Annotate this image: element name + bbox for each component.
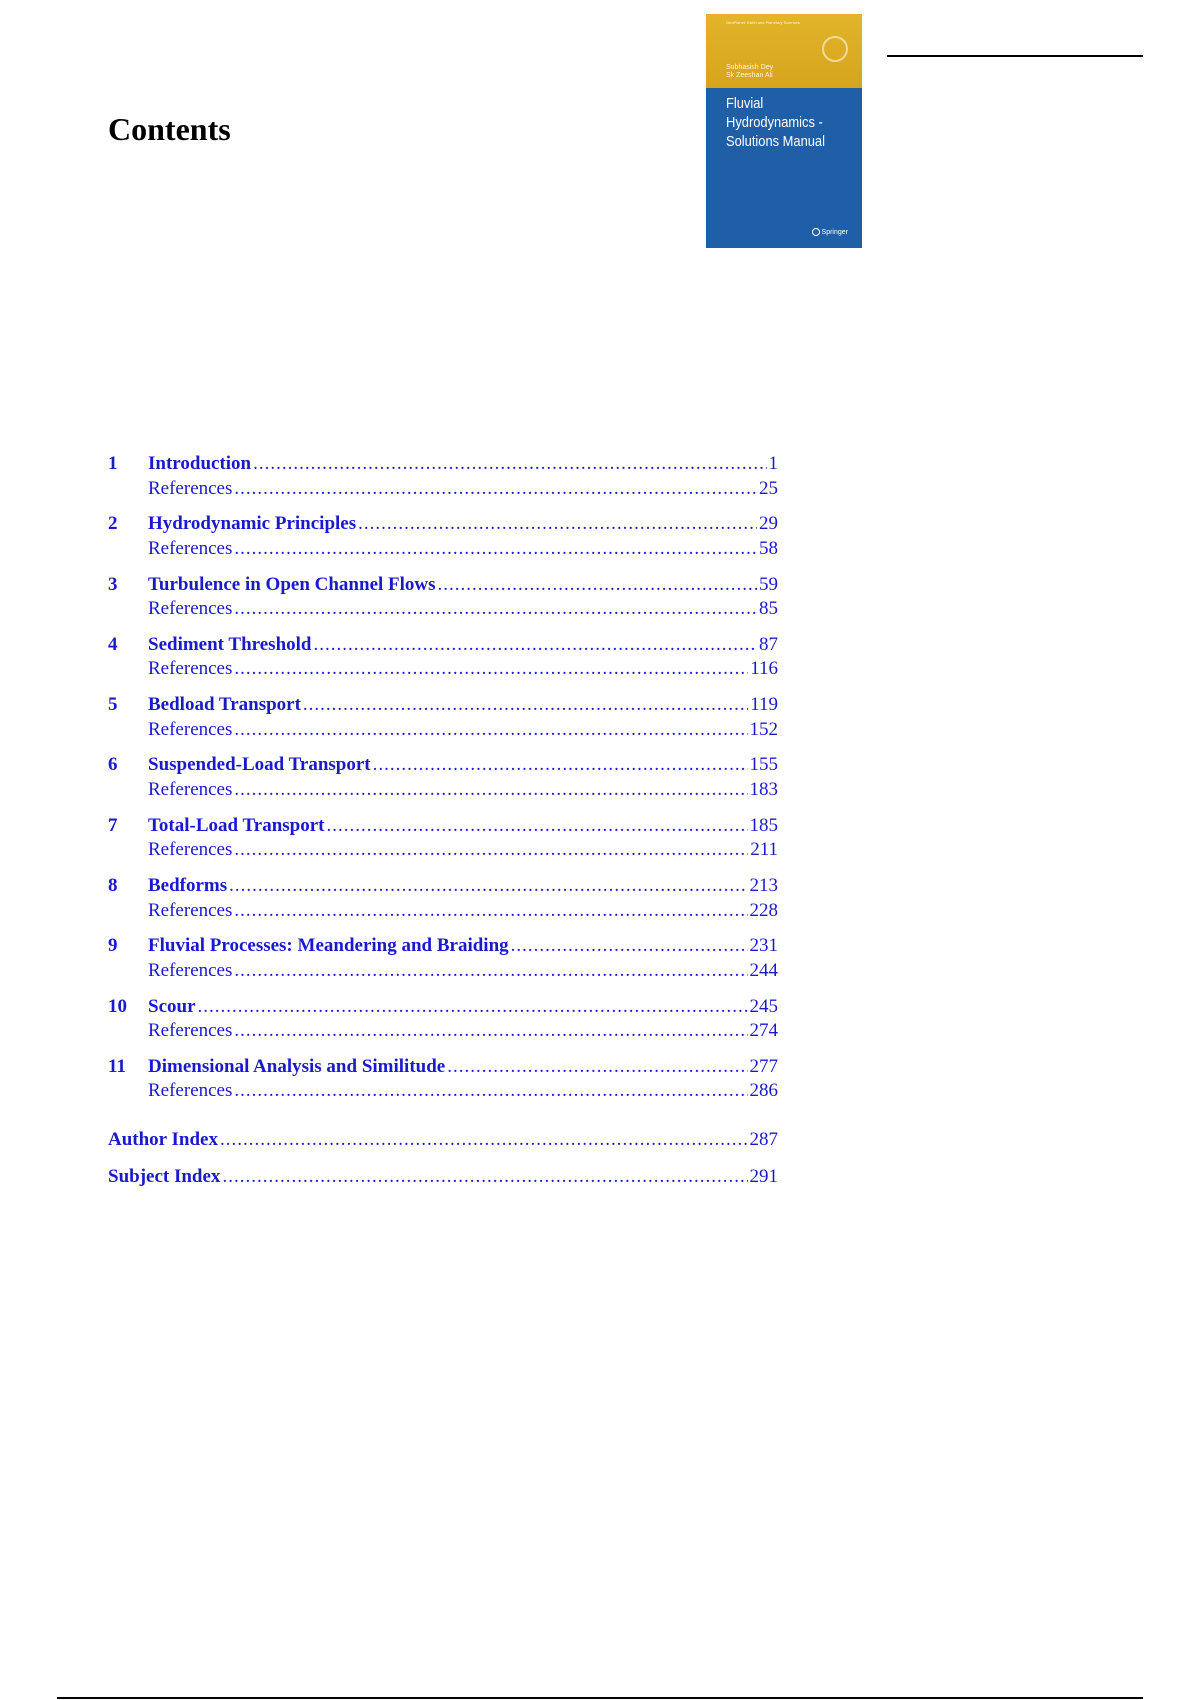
chapter-link[interactable]	[108, 693, 778, 718]
references-link[interactable]	[108, 597, 778, 622]
cover-title-line: Fluvial	[726, 95, 764, 112]
leader-dots	[229, 874, 747, 899]
toc-chapter	[108, 633, 778, 693]
toc-chapter	[108, 934, 778, 994]
references-label: References	[148, 1080, 233, 1102]
chapter-link[interactable]	[108, 874, 778, 899]
chapter-title: Sediment Threshold	[148, 633, 312, 655]
references-page: 85	[759, 598, 778, 620]
author-index-page: 287	[749, 1129, 778, 1150]
chapter-page: 59	[759, 573, 778, 595]
chapter-page: 1	[768, 453, 778, 474]
leader-dots	[220, 1128, 748, 1153]
leader-dots	[198, 995, 748, 1020]
references-label: References	[148, 658, 233, 680]
subject-index-link[interactable]	[108, 1165, 778, 1190]
toc-chapter	[108, 1055, 778, 1115]
leader-dots	[303, 693, 748, 718]
chapter-number: 2	[108, 513, 118, 535]
author-index-title: Author Index	[108, 1129, 218, 1150]
references-page: 25	[759, 477, 778, 499]
toc-chapter	[108, 814, 778, 874]
leader-dots	[234, 778, 747, 803]
references-label: References	[148, 598, 233, 620]
toc-chapter	[108, 995, 778, 1055]
cover-publisher	[812, 228, 848, 236]
references-label: References	[148, 899, 233, 921]
chapter-title: Total-Load Transport	[148, 814, 325, 836]
cover-decoration-icon	[822, 36, 848, 62]
references-link[interactable]	[108, 537, 778, 562]
chapter-title: Turbulence in Open Channel Flows	[148, 573, 436, 595]
cover-series: GeoPlanet: Earth and Planetary Sciences	[726, 20, 800, 25]
cover-authors	[726, 64, 773, 80]
chapter-title: Introduction	[148, 453, 252, 474]
leader-dots	[234, 1019, 747, 1044]
leader-dots	[313, 633, 757, 658]
references-page: 274	[749, 1020, 778, 1042]
chapter-link[interactable]	[108, 995, 778, 1020]
cover-author: Subhasish Dey	[726, 64, 774, 71]
chapter-title: Scour	[148, 995, 196, 1017]
references-page: 58	[759, 537, 778, 559]
chapter-link[interactable]	[108, 512, 778, 537]
chapter-page: 231	[749, 935, 778, 957]
chapter-link[interactable]	[108, 934, 778, 959]
leader-dots	[447, 1055, 747, 1080]
chapter-number: 4	[108, 633, 118, 655]
chapter-title: Bedforms	[148, 875, 228, 897]
chapter-link[interactable]	[108, 452, 778, 477]
leader-dots	[234, 899, 747, 924]
references-link[interactable]	[108, 477, 778, 502]
references-link[interactable]	[108, 899, 778, 924]
leader-dots	[234, 597, 757, 622]
leader-dots	[253, 452, 766, 477]
toc-subject-index	[108, 1165, 778, 1190]
chapter-number: 8	[108, 875, 118, 897]
references-page: 116	[750, 658, 778, 680]
references-link[interactable]	[108, 1079, 778, 1104]
leader-dots	[222, 1165, 747, 1190]
leader-dots	[438, 573, 757, 598]
header-rule	[887, 55, 1143, 57]
leader-dots	[234, 657, 748, 682]
cover-title	[726, 94, 838, 151]
chapter-number: 9	[108, 935, 118, 957]
leader-dots	[327, 814, 748, 839]
chapter-page: 155	[749, 754, 778, 776]
references-label: References	[148, 959, 233, 981]
chapter-page: 185	[749, 814, 778, 836]
toc-chapter	[108, 573, 778, 633]
references-page: 152	[749, 718, 778, 740]
chapter-number: 5	[108, 694, 118, 716]
references-page: 211	[750, 839, 778, 861]
subject-index-page: 291	[749, 1166, 778, 1187]
chapter-page: 87	[759, 633, 778, 655]
toc-chapter	[108, 753, 778, 813]
chapter-title: Dimensional Analysis and Similitude	[148, 1055, 446, 1077]
toc-chapter	[108, 693, 778, 753]
toc-chapter	[108, 874, 778, 934]
references-link[interactable]	[108, 838, 778, 863]
leader-dots	[234, 959, 747, 984]
toc-chapter	[108, 512, 778, 572]
chapter-link[interactable]	[108, 573, 778, 598]
references-link[interactable]	[108, 1019, 778, 1044]
cover-title-line: Hydrodynamics -	[726, 114, 823, 131]
chapter-page: 245	[749, 995, 778, 1017]
references-page: 228	[749, 899, 778, 921]
table-of-contents	[108, 452, 778, 1115]
chapter-page: 213	[749, 875, 778, 897]
chapter-link[interactable]	[108, 814, 778, 839]
subject-index-title: Subject Index	[108, 1166, 221, 1187]
chapter-page: 29	[759, 513, 778, 535]
references-label: References	[148, 537, 233, 559]
chapter-title: Hydrodynamic Principles	[148, 513, 357, 535]
references-link[interactable]	[108, 778, 778, 803]
toc-chapter	[108, 452, 778, 512]
leader-dots	[511, 934, 748, 959]
author-index-link[interactable]	[108, 1128, 778, 1153]
leader-dots	[234, 838, 748, 863]
chapter-link[interactable]	[108, 633, 778, 658]
references-label: References	[148, 718, 233, 740]
references-label: References	[148, 778, 233, 800]
references-link[interactable]	[108, 959, 778, 984]
chapter-number: 3	[108, 573, 118, 595]
references-label: References	[148, 1020, 233, 1042]
cover-author: Sk Zeeshan Ali	[726, 72, 773, 79]
leader-dots	[234, 1079, 747, 1104]
toc-author-index	[108, 1128, 778, 1153]
cover-title-line: Solutions Manual	[726, 133, 825, 150]
references-page: 183	[749, 778, 778, 800]
chapter-link[interactable]	[108, 1055, 778, 1080]
chapter-title: Suspended-Load Transport	[148, 754, 371, 776]
chapter-number: 10	[108, 995, 127, 1017]
references-page: 244	[749, 959, 778, 981]
chapter-number: 7	[108, 814, 118, 836]
chapter-page: 277	[749, 1055, 778, 1077]
chapter-link[interactable]	[108, 753, 778, 778]
leader-dots	[234, 477, 757, 502]
chapter-title: Fluvial Processes: Meandering and Braiding	[148, 935, 509, 957]
references-page: 286	[749, 1080, 778, 1102]
chapter-number: 6	[108, 754, 118, 776]
chapter-number: 11	[108, 1055, 126, 1077]
cover-publisher-name: Springer	[821, 228, 848, 236]
references-link[interactable]	[108, 718, 778, 743]
leader-dots	[234, 537, 757, 562]
references-link[interactable]	[108, 657, 778, 682]
references-label: References	[148, 477, 233, 499]
springer-logo-icon	[812, 228, 820, 236]
footer-rule	[57, 1697, 1143, 1699]
leader-dots	[358, 512, 757, 537]
leader-dots	[234, 718, 747, 743]
leader-dots	[373, 753, 748, 778]
references-label: References	[148, 839, 233, 861]
chapter-page: 119	[750, 694, 778, 716]
chapter-number: 1	[108, 453, 118, 474]
book-cover	[706, 14, 862, 248]
chapter-title: Bedload Transport	[148, 694, 301, 716]
page-title: Contents	[108, 111, 231, 147]
